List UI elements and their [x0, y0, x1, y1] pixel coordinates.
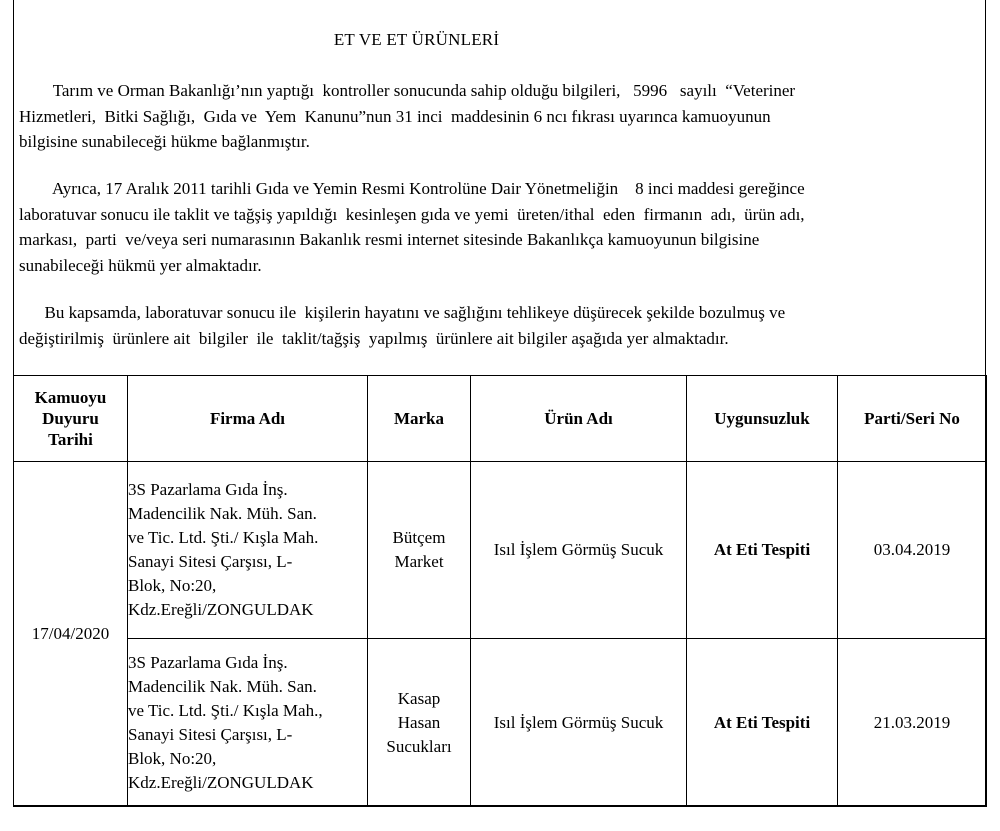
- cell-announcement-date: 17/04/2020: [14, 462, 128, 807]
- cell-nonconformity: At Eti Tespiti: [687, 639, 838, 807]
- cell-product-name: Isıl İşlem Görmüş Sucuk: [471, 639, 687, 807]
- cell-brand: Kasap Hasan Sucukları: [368, 639, 471, 807]
- paragraph-regulation: [19, 176, 977, 278]
- paragraph-line: Tarım ve Orman Bakanlığı’nın yaptığı kontroller sonucunda sahip olduğu bilgileri, 5996 sayılı “Veteriner: [19, 81, 796, 100]
- document-frame: [13, 0, 986, 806]
- cell-lot-number: 21.03.2019: [838, 639, 987, 807]
- table-header-row: [14, 376, 987, 462]
- paragraph-line: laboratuvar sonucu ile taklit ve tağşiş yapıldığı kesinleşen gıda ve yemi üreten/ithal eden firmanın adı, ürün adı,: [19, 204, 805, 224]
- paragraph-line: Hizmetleri, Bitki Sağlığı, Gıda ve Yem Kanunu”nun 31 inci maddesinin 6 ncı fıkrası uyarınca kamuoyunun: [19, 106, 771, 126]
- document-title: ET VE ET ÜRÜNLERİ: [333, 30, 500, 49]
- header-lot-number: Parti/Seri No: [838, 376, 987, 462]
- paragraph-scope: [19, 300, 977, 351]
- cell-brand: Bütçem Market: [368, 462, 471, 639]
- cell-lot-number: 03.04.2019: [838, 462, 987, 639]
- cell-product-name: Isıl İşlem Görmüş Sucuk: [471, 462, 687, 639]
- intro-section: [14, 0, 985, 375]
- header-product-name: Ürün Adı: [471, 376, 687, 462]
- header-announcement-date: Kamuoyu Duyuru Tarihi: [14, 376, 128, 462]
- products-table: [13, 375, 987, 807]
- header-firm-name: Firma Adı: [128, 376, 368, 462]
- header-nonconformity: Uygunsuzluk: [687, 376, 838, 462]
- paragraph-line: Bu kapsamda, laboratuvar sonucu ile kişilerin hayatını ve sağlığını tehlikeye düşürecek şekilde bozulmuş ve: [19, 303, 786, 322]
- paragraph-line: bilgisine sunabileceği hükme bağlanmıştır.: [19, 132, 310, 151]
- paragraph-line: değiştirilmiş ürünlere ait bilgiler ile taklit/tağşiş yapılmış ürünlere ait bilgiler aşağıda yer almaktadır.: [19, 328, 729, 348]
- paragraph-line: Ayrıca, 17 Aralık 2011 tarihli Gıda ve Yemin Resmi Kontrolüne Dair Yönetmeliğin 8 inci maddesi gereğince: [19, 179, 805, 198]
- paragraph-line: sunabileceği hükmü yer almaktadır.: [19, 255, 262, 275]
- table-row: [14, 639, 987, 807]
- cell-firm-name: 3S Pazarlama Gıda İnş. Madencilik Nak. Müh. San. ve Tic. Ltd. Şti./ Kışla Mah., Sanayi Sitesi Çarşısı, L- Blok, No:20, Kdz.Ereğli/ZONGULDAK: [128, 639, 368, 807]
- paragraph-legal-basis: [19, 78, 977, 155]
- cell-firm-name: 3S Pazarlama Gıda İnş. Madencilik Nak. Müh. San. ve Tic. Ltd. Şti./ Kışla Mah. Sanayi Sitesi Çarşısı, L- Blok, No:20, Kdz.Ereğli/ZONGULDAK: [128, 462, 368, 639]
- table-row: [14, 462, 987, 639]
- header-brand: Marka: [368, 376, 471, 462]
- cell-nonconformity: At Eti Tespiti: [687, 462, 838, 639]
- paragraph-line: markası, parti ve/veya seri numarasının Bakanlık resmi internet sitesinde Bakanlıkça kamuoyunun bilgisine: [19, 230, 760, 249]
